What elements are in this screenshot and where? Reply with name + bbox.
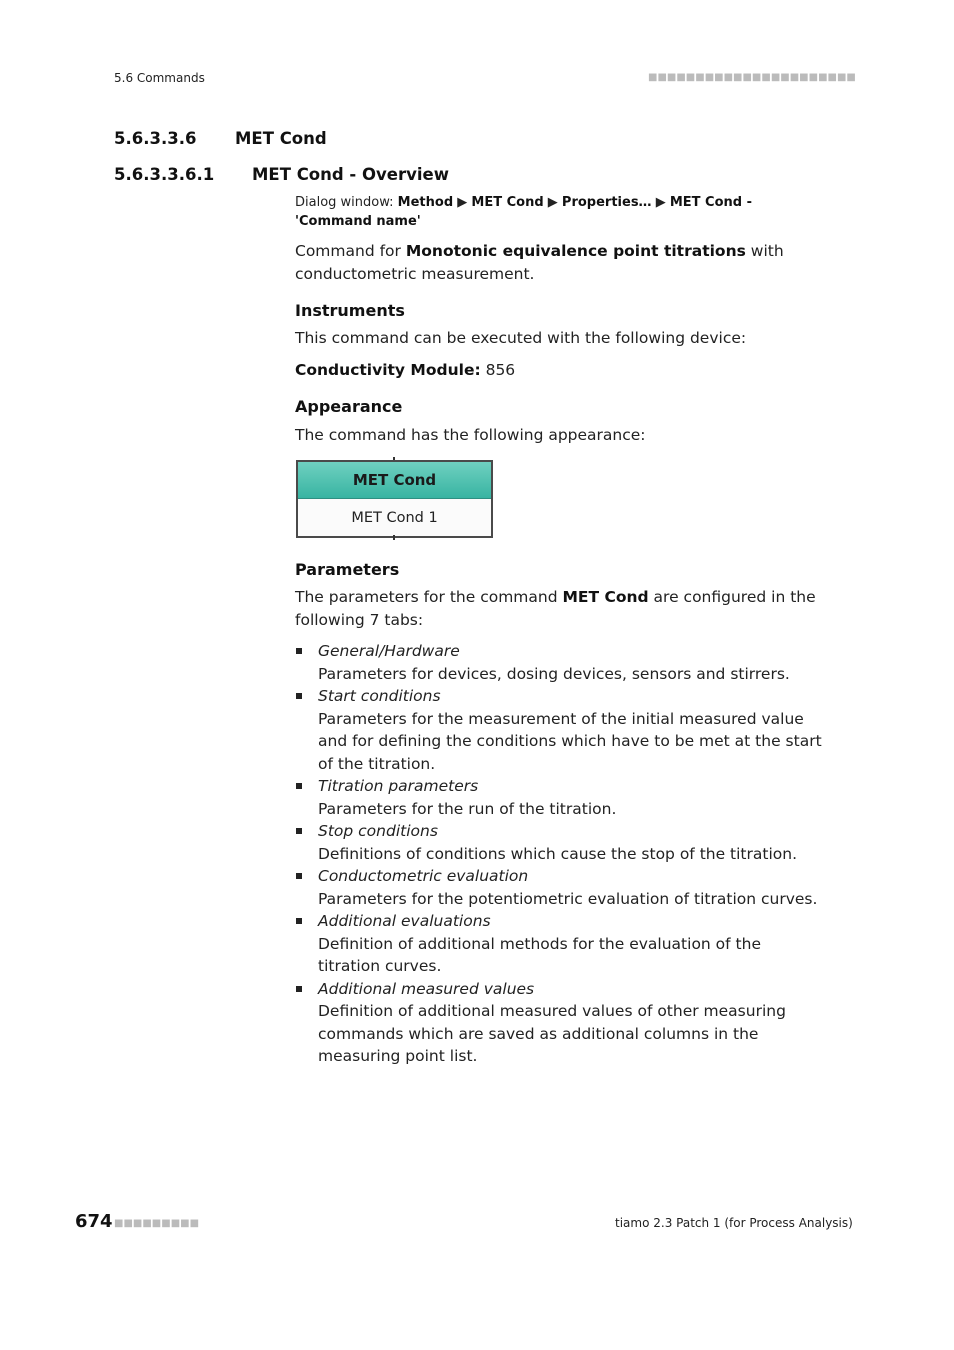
footer-dots: ■■■■■■■■■ (114, 1218, 200, 1229)
bullet-icon (296, 873, 302, 879)
arrow-icon: ▶ (453, 195, 472, 210)
subsection-number: 5.6.3.3.6.1 (114, 165, 215, 184)
bullet-icon (296, 828, 302, 834)
section-title: MET Cond (235, 129, 327, 148)
device-label: Conductivity Module: (295, 361, 481, 379)
parameters-text: The parameters for the command MET Cond are configured in the following 7 tabs: (295, 588, 816, 629)
running-header-dots: ■■■■■■■■■■■■■■■■■■■■■■ (648, 72, 856, 83)
widget-title: MET Cond (298, 462, 491, 499)
dialog-path-command-name: MET Cond - 'Command name' (295, 195, 752, 229)
widget-connector-bottom (393, 535, 395, 540)
bullet-icon (296, 693, 302, 699)
subsection-heading (114, 165, 449, 184)
appearance-heading: Appearance (295, 397, 403, 416)
instruments-text: This command can be executed with the following device: (295, 329, 747, 347)
arrow-icon: ▶ (543, 195, 562, 210)
page-number: 674 (75, 1211, 113, 1232)
list-item: Start conditions Parameters for the measurement of the initial measured value and for defining the conditions which have to be met at the start of the titration. (295, 685, 825, 775)
tabs-list-container (295, 640, 825, 1068)
list-item: Additional measured values Definition of additional measured values of other measuring commands which are saved as additional columns in the measuring point list. (295, 978, 825, 1068)
list-item: General/Hardware Parameters for devices, dosing devices, sensors and stirrers. (295, 640, 825, 685)
section-heading (114, 129, 327, 148)
dialog-prefix: Dialog window: (295, 195, 398, 210)
met-cond-command-widget (296, 460, 493, 538)
list-item: Stop conditions Definitions of conditions which cause the stop of the titration. (295, 820, 825, 865)
dialog-path-properties: Properties… (561, 195, 652, 210)
appearance-text: The command has the following appearance: (295, 426, 646, 444)
intro-emphasis: Monotonic equivalence point titrations (405, 242, 746, 260)
dialog-path-command: MET Cond (471, 195, 544, 210)
bullet-icon (296, 986, 302, 992)
running-header-section: 5.6 Commands (114, 71, 205, 85)
section-number: 5.6.3.3.6 (114, 129, 197, 148)
list-item: Additional evaluations Definition of additional methods for the evaluation of the titration curves. (295, 910, 825, 978)
parameters-heading: Parameters (295, 560, 400, 579)
intro-paragraph: Command for Monotonic equivalence point titrations with conductometric measurement. (295, 242, 784, 283)
arrow-icon: ▶ (651, 195, 670, 210)
dialog-path-method: Method (397, 195, 454, 210)
tabs-list (295, 640, 825, 1068)
parameters-emphasis: MET Cond (562, 588, 649, 606)
list-item: Titration parameters Parameters for the run of the titration. (295, 775, 825, 820)
dialog-window-path (295, 193, 815, 231)
bullet-icon (296, 918, 302, 924)
device-value: 856 (480, 361, 516, 379)
list-item: Conductometric evaluation Parameters for the potentiometric evaluation of titration curves. (295, 865, 825, 910)
device-line (295, 359, 825, 382)
bullet-icon (296, 783, 302, 789)
subsection-title: MET Cond - Overview (252, 165, 449, 184)
instruments-heading: Instruments (295, 301, 405, 320)
footer-product: tiamo 2.3 Patch 1 (for Process Analysis) (615, 1216, 853, 1230)
widget-name: MET Cond 1 (298, 499, 491, 536)
bullet-icon (296, 648, 302, 654)
